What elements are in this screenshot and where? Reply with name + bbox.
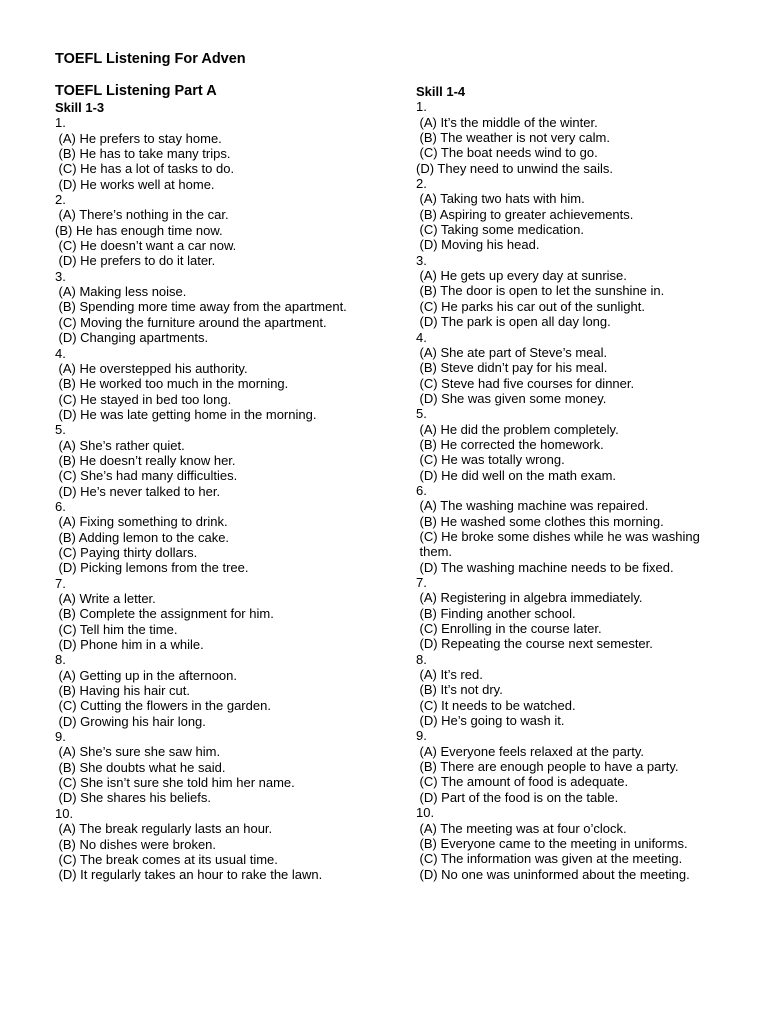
question-block xyxy=(55,422,365,499)
answer-option: (C) She’s had many difficulties. xyxy=(58,468,238,484)
question-number: 9. xyxy=(416,728,427,744)
answer-option: (C) He stayed in bed too long. xyxy=(58,391,232,407)
answer-option: (B) He has to take many trips. xyxy=(58,146,231,162)
question-number: 9. xyxy=(55,729,66,745)
answer-option: (D) He’s going to wash it. xyxy=(419,713,565,729)
question-number: 7. xyxy=(55,575,66,591)
answer-option: (B) Complete the assignment for him. xyxy=(58,606,274,622)
question-number: 8. xyxy=(55,652,66,668)
part-title: TOEFL Listening Part A xyxy=(55,83,217,99)
answer-option: (A) He gets up every day at sunrise. xyxy=(419,268,627,284)
answer-option: (D) He’s never talked to her. xyxy=(58,483,221,499)
answer-option: (B) No dishes were broken. xyxy=(58,836,217,852)
answer-option: (C) He was totally wrong. xyxy=(419,452,565,468)
answer-option: (B) Adding lemon to the cake. xyxy=(58,529,230,545)
answer-option: (A) He did the problem completely. xyxy=(419,421,619,437)
answer-option: (A) Fixing something to drink. xyxy=(58,514,228,530)
answer-option: (B) He has enough time now. xyxy=(55,222,223,238)
question-block xyxy=(416,728,734,805)
question-block xyxy=(55,192,365,269)
answer-option: (C) It needs to be watched. xyxy=(419,697,576,713)
question-block xyxy=(55,576,365,653)
answer-option: (C) Steve had five courses for dinner. xyxy=(419,375,635,391)
answer-option: (A) Getting up in the afternoon. xyxy=(58,667,237,683)
question-number: 5. xyxy=(416,406,427,422)
answer-option: (D) No one was uninformed about the meeting. xyxy=(419,866,690,882)
question-block xyxy=(416,805,734,882)
answer-option: (C) The information was given at the meeting. xyxy=(419,851,683,867)
answer-option: (D) The washing machine needs to be fixed. xyxy=(419,559,674,575)
answer-option: (A) She’s rather quiet. xyxy=(58,437,185,453)
answer-option: (C) He has a lot of tasks to do. xyxy=(58,161,235,177)
answer-option: (B) There are enough people to have a party. xyxy=(419,759,679,775)
answer-option: (B) It’s not dry. xyxy=(419,682,503,698)
answer-option: (B) He washed some clothes this morning. xyxy=(419,513,664,529)
question-number: 10. xyxy=(55,805,74,821)
answer-option: (C) He broke some dishes while he was washing them. xyxy=(419,528,700,560)
answer-option: (D) Growing his hair long. xyxy=(58,713,206,729)
question-block xyxy=(55,269,365,346)
question-number: 4. xyxy=(416,329,427,345)
question-number: 4. xyxy=(55,345,66,361)
answer-option: (A) The break regularly lasts an hour. xyxy=(58,821,273,837)
question-block xyxy=(55,729,365,806)
answer-option: (B) He corrected the homework. xyxy=(419,436,604,452)
question-number: 1. xyxy=(416,99,427,115)
question-block xyxy=(416,176,734,253)
question-block xyxy=(416,253,734,330)
question-number: 6. xyxy=(416,482,427,498)
question-block xyxy=(416,99,734,176)
skill-1-3-column xyxy=(55,100,365,883)
answer-option: (D) Repeating the course next semester. xyxy=(419,636,653,652)
answer-option: (A) It’s the middle of the winter. xyxy=(419,114,598,130)
skill-1-3-title: Skill 1-3 xyxy=(55,100,105,115)
answer-option: (D) Changing apartments. xyxy=(58,330,209,346)
answer-option: (C) Moving the furniture around the apartment. xyxy=(58,314,327,330)
question-number: 2. xyxy=(416,176,427,192)
skill-1-4-column xyxy=(416,84,734,882)
answer-option: (D) She was given some money. xyxy=(419,390,607,406)
answer-option: (A) The washing machine was repaired. xyxy=(419,498,649,514)
answer-option: (A) The meeting was at four o’clock. xyxy=(419,820,627,836)
answer-option: (B) The weather is not very calm. xyxy=(419,130,610,146)
question-block xyxy=(55,346,365,423)
skill-1-4-title: Skill 1-4 xyxy=(416,84,466,99)
answer-option: (B) Aspiring to greater achievements. xyxy=(419,206,634,222)
answer-option: (D) Phone him in a while. xyxy=(58,637,204,653)
answer-option: (D) It regularly takes an hour to rake the lawn. xyxy=(58,867,323,883)
answer-option: (B) Steve didn’t pay for his meal. xyxy=(419,360,608,376)
answer-option: (D) He was late getting home in the morning. xyxy=(58,406,317,422)
answer-option: (B) She doubts what he said. xyxy=(58,759,226,775)
answer-option: (A) It’s red. xyxy=(419,667,483,683)
answer-option: (D) He did well on the math exam. xyxy=(419,467,617,483)
question-block xyxy=(416,575,734,652)
answer-option: (D) Moving his head. xyxy=(419,237,540,253)
answer-option: (C) The boat needs wind to go. xyxy=(419,145,598,161)
answer-option: (A) Everyone feels relaxed at the party. xyxy=(419,743,644,759)
answer-option: (C) Enrolling in the course later. xyxy=(419,621,602,637)
answer-option: (C) The amount of food is adequate. xyxy=(419,774,629,790)
answer-option: (D) They need to unwind the sails. xyxy=(416,160,614,176)
answer-option: (B) He doesn’t really know her. xyxy=(58,452,236,468)
answer-option: (A) Write a letter. xyxy=(58,591,156,606)
answer-option: (A) He prefers to stay home. xyxy=(58,130,222,146)
skill-1-4-questions xyxy=(416,99,734,882)
question-number: 2. xyxy=(55,192,66,208)
answer-option: (B) Spending more time away from the apartment. xyxy=(58,299,347,315)
question-number: 8. xyxy=(416,651,427,667)
answer-option: (A) Registering in algebra immediately. xyxy=(419,590,643,606)
answer-option: (B) The door is open to let the sunshine in. xyxy=(419,283,665,299)
answer-option: (B) Finding another school. xyxy=(419,605,576,621)
answer-option: (A) Taking two hats with him. xyxy=(419,191,585,207)
question-block xyxy=(55,652,365,729)
question-number: 10. xyxy=(416,805,435,821)
skill-1-3-questions xyxy=(55,115,365,882)
question-number: 3. xyxy=(416,252,427,268)
answer-option: (C) Cutting the flowers in the garden. xyxy=(58,698,271,714)
answer-option: (C) Tell him the time. xyxy=(58,621,178,637)
question-block xyxy=(416,330,734,407)
question-number: 6. xyxy=(55,498,66,514)
answer-option: (C) Taking some medication. xyxy=(419,222,584,238)
document-header: TOEFL Listening For Adven xyxy=(55,51,246,67)
answer-option: (C) He parks his car out of the sunlight. xyxy=(419,298,645,314)
answer-option: (C) She isn’t sure she told him her name. xyxy=(58,775,295,791)
answer-option: (B) Everyone came to the meeting in uniforms. xyxy=(419,835,688,851)
answer-option: (C) Paying thirty dollars. xyxy=(58,544,198,560)
answer-option: (C) The break comes at its usual time. xyxy=(58,851,278,867)
question-block xyxy=(55,499,365,576)
answer-option: (A) He overstepped his authority. xyxy=(58,360,248,376)
question-number: 3. xyxy=(55,268,66,284)
question-number: 5. xyxy=(55,422,66,438)
question-block xyxy=(416,406,734,483)
answer-option: (C) He doesn’t want a car now. xyxy=(58,238,237,254)
answer-option: (D) He works well at home. xyxy=(58,176,215,192)
answer-option: (B) Having his hair cut. xyxy=(58,683,190,699)
question-block xyxy=(55,115,365,192)
answer-option: (D) Part of the food is on the table. xyxy=(419,789,619,805)
question-block xyxy=(416,483,734,575)
answer-option: (A) She’s sure she saw him. xyxy=(58,744,221,760)
question-number: 1. xyxy=(55,115,66,131)
answer-option: (D) Picking lemons from the tree. xyxy=(58,560,249,576)
answer-option: (D) The park is open all day long. xyxy=(419,314,611,330)
answer-option: (D) She shares his beliefs. xyxy=(58,790,211,806)
answer-option: (D) He prefers to do it later. xyxy=(58,253,216,269)
question-block xyxy=(416,652,734,729)
question-number: 7. xyxy=(416,575,427,590)
answer-option: (A) Making less noise. xyxy=(58,284,187,300)
answer-option: (B) He worked too much in the morning. xyxy=(58,376,289,392)
question-block xyxy=(55,806,365,883)
answer-option: (A) There’s nothing in the car. xyxy=(58,207,229,223)
answer-option: (A) She ate part of Steve’s meal. xyxy=(419,344,608,360)
